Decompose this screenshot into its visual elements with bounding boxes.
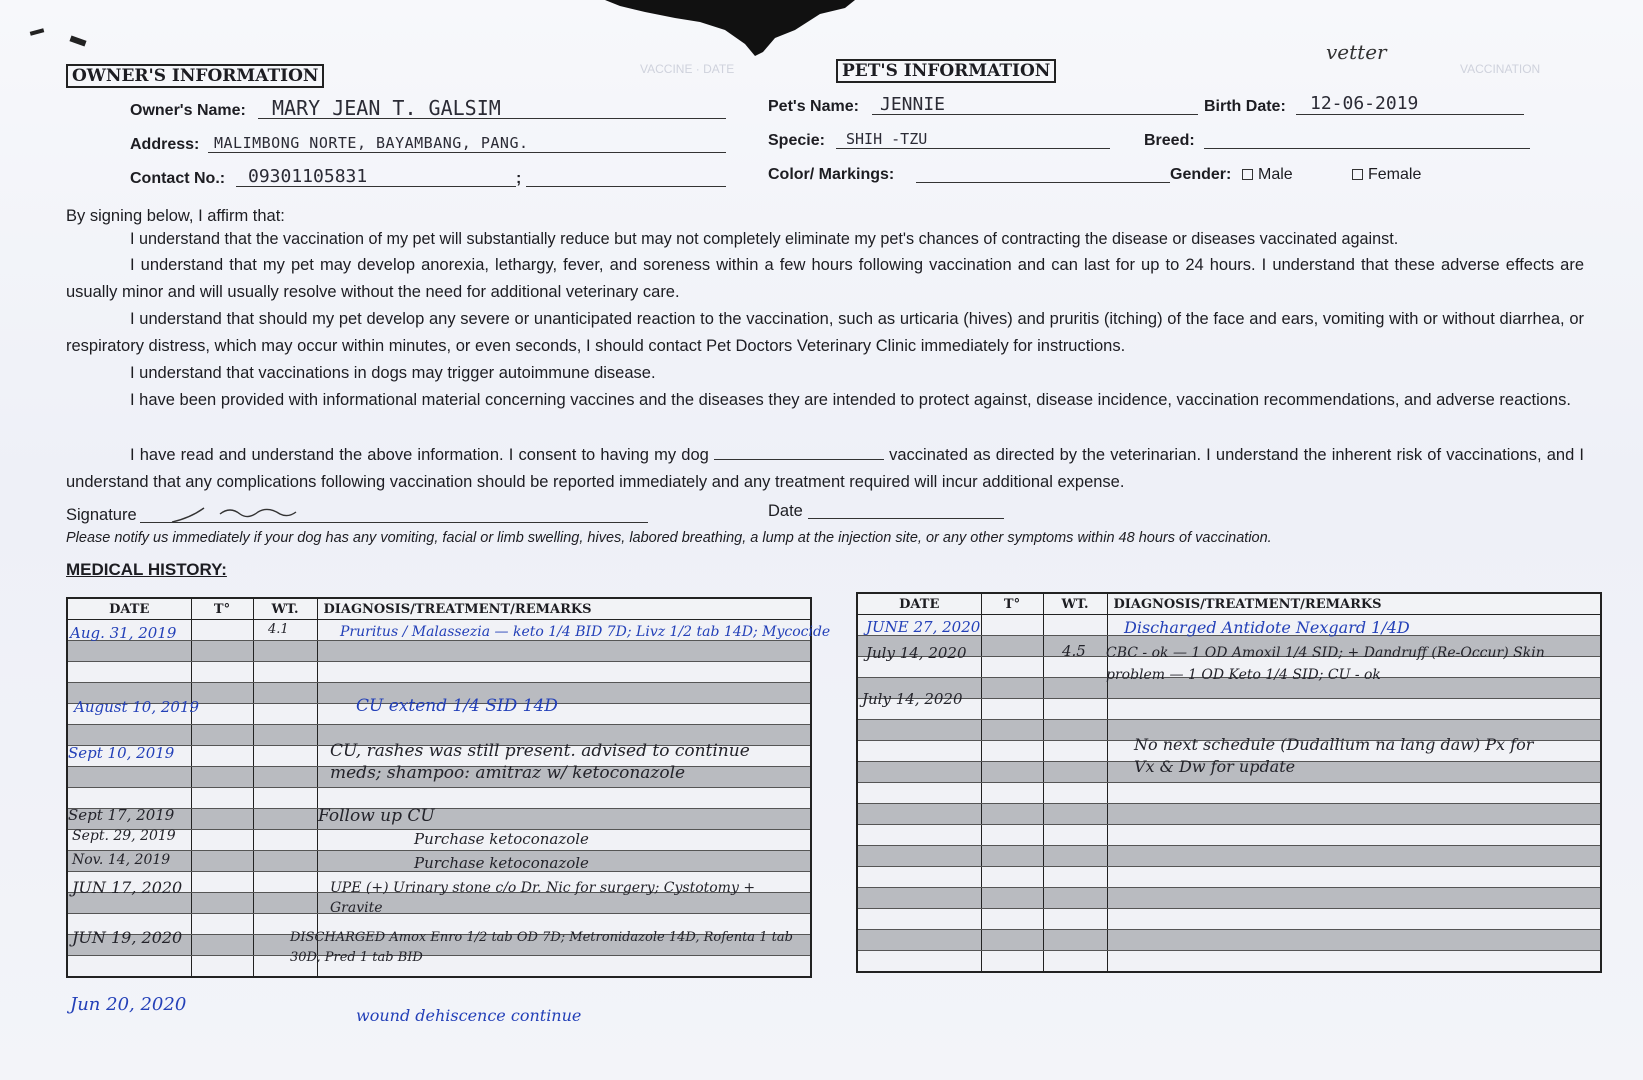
right-entry-2-remarks-text: CBC - ok — 1 OD Amoxil 1/4 SID; + Dandruff (Re-Occur) Skin problem — 1 OD Keto 1/4 SID; CU - ok bbox=[1106, 645, 1545, 683]
left-entry-3-remarks-text: CU, rashes was still present. advised to continue meds; shampoo: amitraz w/ ketoconazole bbox=[330, 741, 750, 783]
left-entry-2-remarks: CU extend 1/4 SID 14D bbox=[356, 696, 558, 716]
address-label: Address: bbox=[130, 136, 200, 153]
left-entry-4-date: Sept 17, 2019 bbox=[68, 806, 175, 824]
birth-date-line bbox=[1296, 114, 1524, 115]
weight-header: WT. bbox=[1043, 593, 1107, 615]
left-entry-9-remarks: wound dehiscence continue bbox=[356, 1006, 582, 1025]
male-label: Male bbox=[1258, 166, 1293, 183]
contact-separator: ; bbox=[516, 170, 522, 187]
medical-history-table-left bbox=[66, 597, 812, 978]
right-entry-2-remarks bbox=[1106, 642, 1596, 686]
color-markings-line bbox=[916, 182, 1170, 183]
ghost-text: VACCINE · DATE bbox=[640, 62, 735, 76]
dog-name-blank[interactable] bbox=[714, 445, 884, 460]
table-row bbox=[67, 809, 811, 830]
table-row bbox=[857, 888, 1601, 909]
left-entry-8-date: JUN 19, 2020 bbox=[72, 928, 183, 947]
left-entry-5-date: Sept. 29, 2019 bbox=[72, 828, 176, 844]
specie-value[interactable]: SHIH -TZU bbox=[846, 130, 928, 148]
consent-p6-start: I have read and understand the above information. I consent to having my dog bbox=[130, 446, 709, 464]
consent-p6-end: vaccinated as directed by the veterinarian. I understand the inherent risk of vaccinations, and I understand that any complications following vaccination should be reported immediately and any treatment required will incur additional expense. bbox=[66, 446, 1584, 491]
signature-scribble bbox=[170, 500, 300, 528]
table-header-row bbox=[67, 598, 811, 620]
consent-paragraph-2: I understand that my pet may develop anorexia, lethargy, fever, and soreness within a few hours following vaccination and can last for up to 24 hours. I understand that these adverse effects are usually minor and will usually resolve without the need for additional veterinary care. bbox=[66, 256, 1584, 301]
female-checkbox[interactable] bbox=[1352, 169, 1363, 180]
right-entry-1-date: JUNE 27, 2020 bbox=[866, 618, 981, 636]
temp-header: T° bbox=[191, 598, 253, 620]
post-vaccination-notice: Please notify us immediately if your dog has any vomiting, facial or limb swelling, hives, labored breathing, a lump at the injection site, or any other symptoms within 48 hours of vaccination. bbox=[66, 530, 1272, 546]
consent-paragraph-5: I have been provided with informational material concerning vaccines and the diseases they are intended to protect against, disease incidence, vaccination recommendations, and adverse reactions. bbox=[130, 391, 1571, 409]
margin-note: vetter bbox=[1326, 40, 1387, 64]
signature-label: Signature bbox=[66, 506, 137, 524]
right-entry-3-remarks bbox=[1134, 734, 1554, 778]
right-entry-2-date: July 14, 2020 bbox=[866, 644, 967, 662]
gender-male-option[interactable] bbox=[1242, 166, 1293, 184]
temp-header: T° bbox=[981, 593, 1043, 615]
table-row bbox=[67, 662, 811, 683]
table-row bbox=[857, 909, 1601, 930]
table-row bbox=[67, 788, 811, 809]
specie-line bbox=[836, 148, 1110, 149]
right-entry-3-date: July 14, 2020 bbox=[862, 690, 963, 708]
table-row bbox=[857, 825, 1601, 846]
birth-date-value[interactable]: 12-06-2019 bbox=[1310, 93, 1419, 114]
remarks-header: DIAGNOSIS/TREATMENT/REMARKS bbox=[1107, 593, 1601, 615]
left-entry-7-remarks bbox=[330, 878, 810, 918]
table-row bbox=[857, 846, 1601, 867]
table-row bbox=[67, 641, 811, 662]
birth-date-label: Birth Date: bbox=[1204, 98, 1286, 115]
address-line bbox=[208, 152, 726, 153]
pet-name-value[interactable]: JENNIE bbox=[880, 94, 946, 115]
table-row bbox=[857, 867, 1601, 888]
right-entry-3-remarks-text: No next schedule (Dudallium na lang daw) Px for Vx & Dw for update bbox=[1134, 735, 1534, 776]
color-markings-label: Color/ Markings: bbox=[768, 166, 895, 183]
left-entry-7-date: JUN 17, 2020 bbox=[72, 878, 183, 897]
left-entry-3-date: Sept 10, 2019 bbox=[68, 744, 175, 762]
gender-female-option[interactable] bbox=[1352, 166, 1421, 184]
left-entry-2-date: August 10, 2019 bbox=[74, 698, 200, 716]
specie-label: Specie: bbox=[768, 132, 825, 149]
table-row bbox=[857, 930, 1601, 951]
male-checkbox[interactable] bbox=[1242, 169, 1253, 180]
contact-value[interactable]: 09301105831 bbox=[248, 166, 368, 187]
left-table-body bbox=[67, 620, 811, 978]
breed-line bbox=[1204, 148, 1530, 149]
left-entry-3-remarks bbox=[330, 740, 770, 784]
contact-line-2 bbox=[526, 186, 726, 187]
consent-paragraph-1: I understand that the vaccination of my pet will substantially reduce but may not completely eliminate my pet's chances of contracting the disease or diseases vaccinated against. bbox=[130, 230, 1399, 248]
table-row bbox=[857, 804, 1601, 825]
date-header: DATE bbox=[67, 598, 191, 620]
table-row bbox=[857, 699, 1601, 720]
gender-label: Gender: bbox=[1170, 166, 1232, 183]
owner-name-label: Owner's Name: bbox=[130, 102, 246, 119]
table-row bbox=[857, 783, 1601, 804]
address-value[interactable]: MALIMBONG NORTE, BAYAMBANG, PANG. bbox=[214, 134, 529, 152]
consent-paragraph-6 bbox=[66, 442, 1584, 496]
date-header: DATE bbox=[857, 593, 981, 615]
consent-paragraph-4: I understand that vaccinations in dogs may trigger autoimmune disease. bbox=[130, 364, 656, 382]
left-entry-5-remarks: Purchase ketoconazole bbox=[414, 830, 589, 848]
medical-history-title: MEDICAL HISTORY: bbox=[66, 560, 227, 579]
pet-section-title: PET'S INFORMATION bbox=[836, 59, 1056, 83]
pet-name-label: Pet's Name: bbox=[768, 98, 859, 115]
owner-section-title: OWNER'S INFORMATION bbox=[66, 64, 324, 88]
date-label: Date bbox=[768, 502, 803, 520]
left-entry-7-remarks-text: UPE (+) Urinary stone c/o Dr. Nic for surgery; Cystotomy + Gravite bbox=[330, 880, 756, 916]
left-entry-8-remarks bbox=[290, 928, 810, 968]
right-entry-1-remarks: Discharged Antidote Nexgard 1/4D bbox=[1124, 618, 1410, 637]
owner-name-value[interactable]: MARY JEAN T. GALSIM bbox=[272, 96, 501, 120]
right-entry-2-weight: 4.5 bbox=[1062, 642, 1086, 660]
left-entry-6-date: Nov. 14, 2019 bbox=[72, 852, 171, 868]
ghost-text: VACCINATION bbox=[1460, 62, 1541, 76]
left-entry-1-date: Aug. 31, 2019 bbox=[70, 624, 177, 642]
left-entry-6-remarks: Purchase ketoconazole bbox=[414, 854, 589, 872]
left-entry-9-date: Jun 20, 2020 bbox=[70, 994, 187, 1015]
left-entry-4-remarks: Follow up CU bbox=[318, 806, 435, 826]
contact-label: Contact No.: bbox=[130, 170, 226, 187]
date-line bbox=[808, 518, 1004, 519]
left-entry-1-weight: 4.1 bbox=[268, 622, 289, 637]
left-entry-8-remarks-text: DISCHARGED Amox Enro 1/2 tab OD 7D; Metronidazole 14D, Rofenta 1 tab 30D, Pred 1 tab BID bbox=[290, 930, 793, 965]
remarks-header: DIAGNOSIS/TREATMENT/REMARKS bbox=[317, 598, 811, 620]
breed-label: Breed: bbox=[1144, 132, 1195, 149]
table-header-row bbox=[857, 593, 1601, 615]
left-entry-1-remarks: Pruritus / Malassezia — keto 1/4 BID 7D; Livz 1/2 tab 14D; Mycocide bbox=[340, 624, 831, 640]
consent-intro: By signing below, I affirm that: bbox=[66, 207, 285, 225]
table-row bbox=[857, 951, 1601, 973]
female-label: Female bbox=[1368, 166, 1422, 183]
torn-edge-shape bbox=[605, 0, 855, 60]
consent-paragraph-3: I understand that should my pet develop any severe or unanticipated reaction to the vaccination, such as urticaria (hives) and pruritis (itching) of the face and ears, vomiting with or without diarrhea, or respiratory distress, which may occur within minutes, or even seconds, I should contact Pet Doctors Veterinary Clinic immediately for instructions. bbox=[66, 310, 1584, 355]
weight-header: WT. bbox=[253, 598, 317, 620]
